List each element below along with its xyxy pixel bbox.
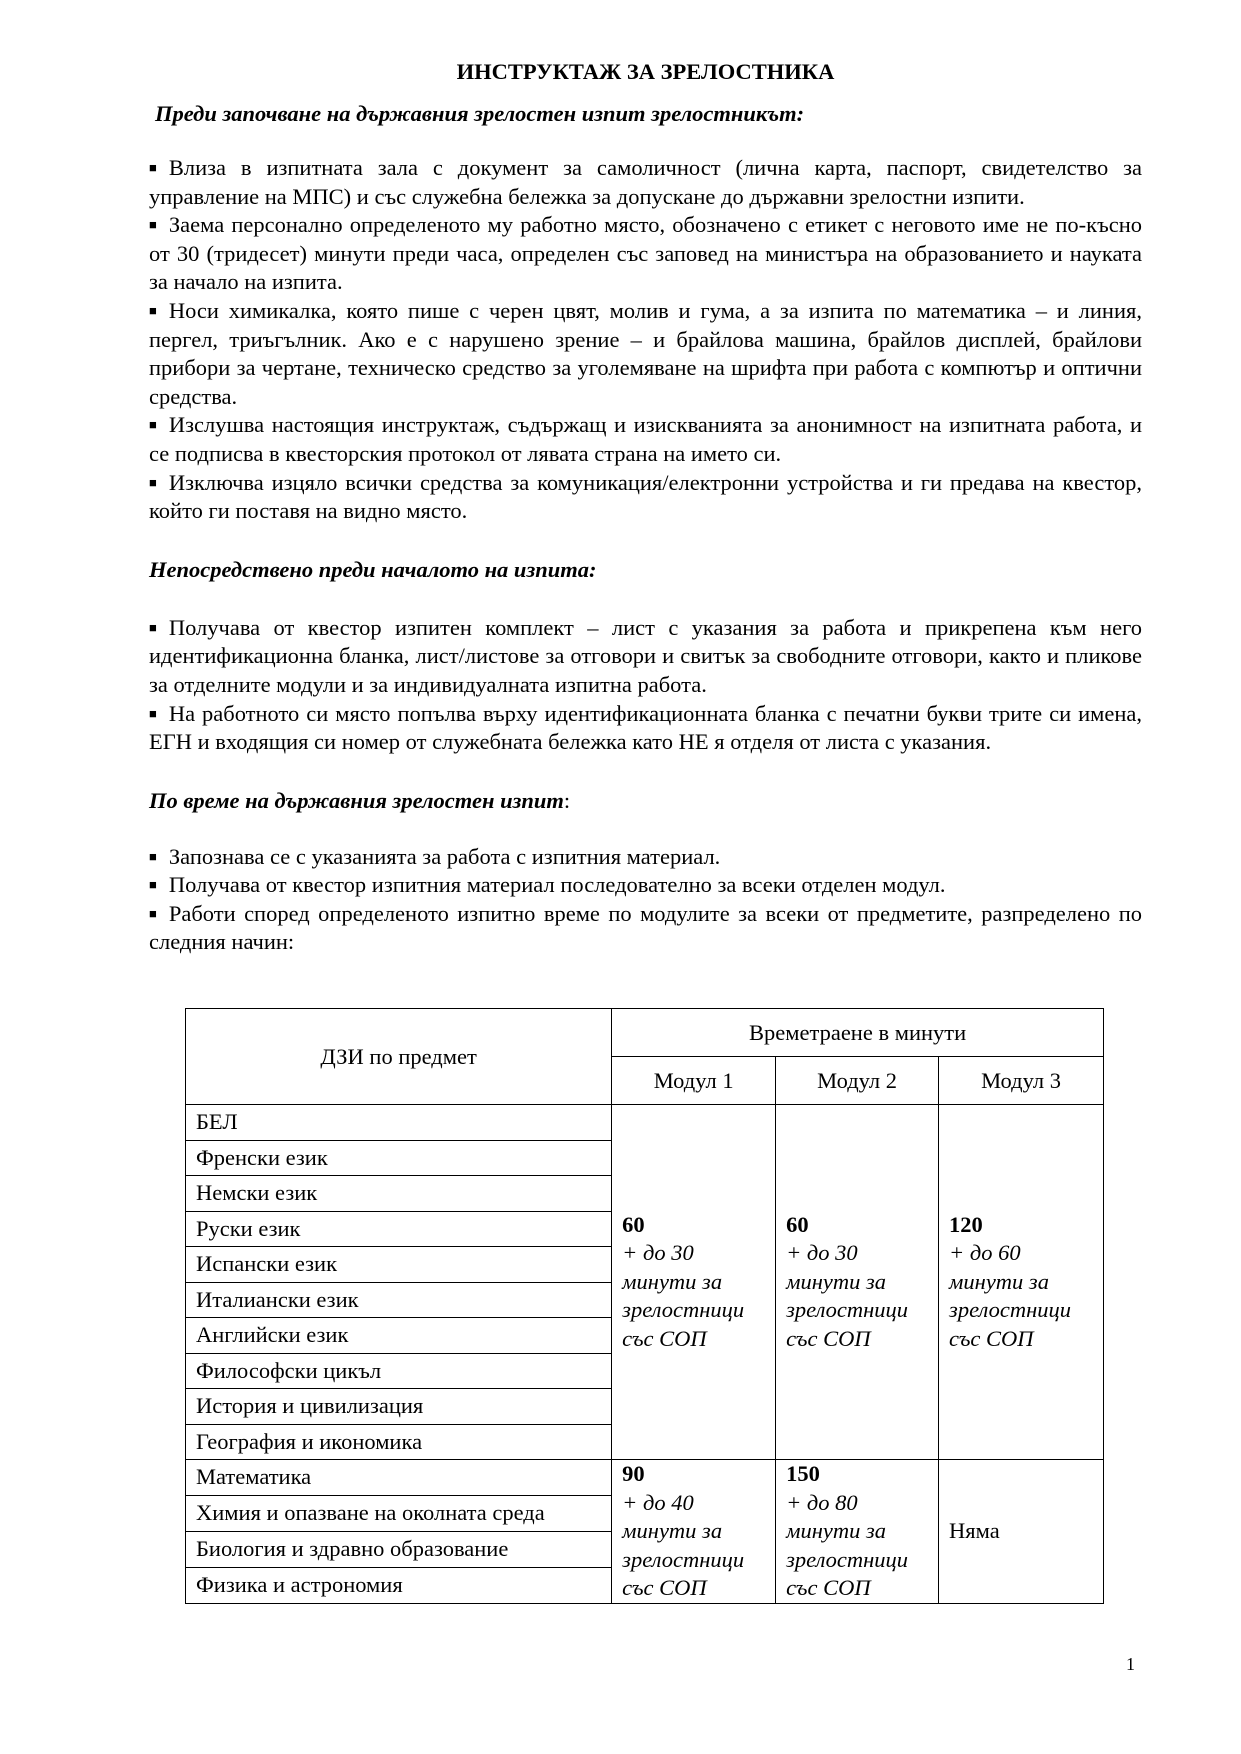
bullet-icon: ■ [149,217,157,233]
page-number: 1 [1126,1654,1135,1674]
group1-module1-cell: 60 + до 30 минути за зрелостници със СОП [612,1105,776,1460]
group1-module2-cell: 60 + до 30 минути за зрелостници със СОП [776,1105,939,1460]
subject-cell: Испански език [186,1247,612,1283]
table-row [186,1460,1104,1496]
group2-module2-cell: 150 + до 80 минути за зрелостници със СОП [776,1460,939,1604]
bullet-icon: ■ [149,474,157,490]
group2-module1-cell: 90 + до 40 минути за зрелостници със СОП [612,1460,776,1604]
list-item: ■ На работното си място попълва върху идентификационната бланка с печатни букви трите си имена, ЕГН и входящия си номер от служебната бележка като НЕ я отделя от листа с указания. [149,700,1142,755]
subject-cell: Руски език [186,1211,612,1247]
list-item: ■ Работи според определеното изпитно време по модулите за всеки от предметите, разпределено по следния начин: [149,900,1142,955]
bullet-icon: ■ [149,302,157,318]
subject-cell: Немски език [186,1176,612,1212]
subject-cell: Физика и астрономия [186,1567,612,1603]
section3-list [149,843,1142,957]
section-heading-during-exam: По време на държавния зрелостен изпит: [149,787,571,813]
bullet-icon: ■ [149,848,157,864]
subject-cell: БЕЛ [186,1105,612,1141]
subject-cell: Биология и здравно образование [186,1531,612,1567]
header-module-1: Модул 1 [612,1057,776,1105]
bullet-icon: ■ [149,705,157,721]
group2-module3-cell: Няма [939,1460,1104,1604]
bullet-icon: ■ [149,619,157,635]
header-duration: Времетраене в минути [612,1009,1104,1057]
list-item: ■ Изключва изцяло всички средства за комуникация/електронни устройства и ги предава на квестор, който ги поставя на видно място. [149,469,1142,524]
list-item: ■ Заема персонално определеното му работно място, обозначено с етикет с неговото име не по-късно от 30 (тридесет) минути преди часа, определен със заповед на министъра на образованието и науката за начало на изпита. [149,212,1142,295]
header-subject: ДЗИ по предмет [186,1009,612,1105]
list-item: ■ Влиза в изпитната зала с документ за самоличност (лична карта, паспорт, свидетелство за управление на МПС) и със служебна бележка за допускане до държавни зрелостни изпити. [149,155,1142,209]
bullet-icon: ■ [149,160,157,175]
table-row [186,1105,1104,1141]
list-item: ■ Носи химикалка, която пише с черен цвят, молив и гума, а за изпита по математика – и линия, пергел, триъгълник. Ако е с нарушено зрение – и брайлова машина, брайлов дисплей, брайлови прибори за чертане, техническо средство за уголемяване на шрифта при работа с компютър и оптични средства. [149,297,1142,409]
section1-list [149,154,1142,526]
bullet-icon: ■ [149,417,157,433]
list-item: ■ Изслушва настоящия инструктаж, съдържащ и изискванията за анонимност на изпитната работа, и се подписва в квесторския протокол от лявата страна на името си. [149,412,1142,466]
subject-cell: Английски език [186,1318,612,1354]
bullet-icon: ■ [149,905,157,921]
subject-cell: Философски цикъл [186,1353,612,1389]
group1-module3-cell: 120 + до 60 минути за зрелостници със СОП [939,1105,1104,1460]
subject-cell: География и икономика [186,1424,612,1460]
header-module-2: Модул 2 [776,1057,939,1105]
subject-cell: Математика [186,1460,612,1496]
list-item: ■ Получава от квестор изпитен комплект – лист с указания за работа и прикрепена към него идентификационна бланка, лист/листове за отговори и свитък за свободните отговори, както и пликове за отделните модули и за индивидуалната изпитна работа. [149,614,1142,697]
header-module-3: Модул 3 [939,1057,1104,1105]
section-heading-immediately-before: Непосредствено преди началото на изпита: [149,556,597,582]
section-heading-before-exam: Преди започване на държавния зрелостен изпит зрелостникът: [155,101,805,126]
subject-cell: История и цивилизация [186,1389,612,1425]
subject-cell: Химия и опазване на околната среда [186,1495,612,1531]
document-title: ИНСТРУКТАЖ ЗА ЗРЕЛОСТНИКА [456,59,835,84]
section2-list [149,614,1142,757]
list-item: ■ Получава от квестор изпитния материал последователно за всеки отделен модул. [149,871,1142,900]
subject-cell: Френски език [186,1140,612,1176]
list-item: ■ Запознава се с указанията за работа с изпитния материал. [149,843,1142,872]
subject-cell: Италиански език [186,1282,612,1318]
document-page [149,52,1142,957]
bullet-icon: ■ [149,877,157,893]
exam-duration-table [185,1008,1104,1604]
